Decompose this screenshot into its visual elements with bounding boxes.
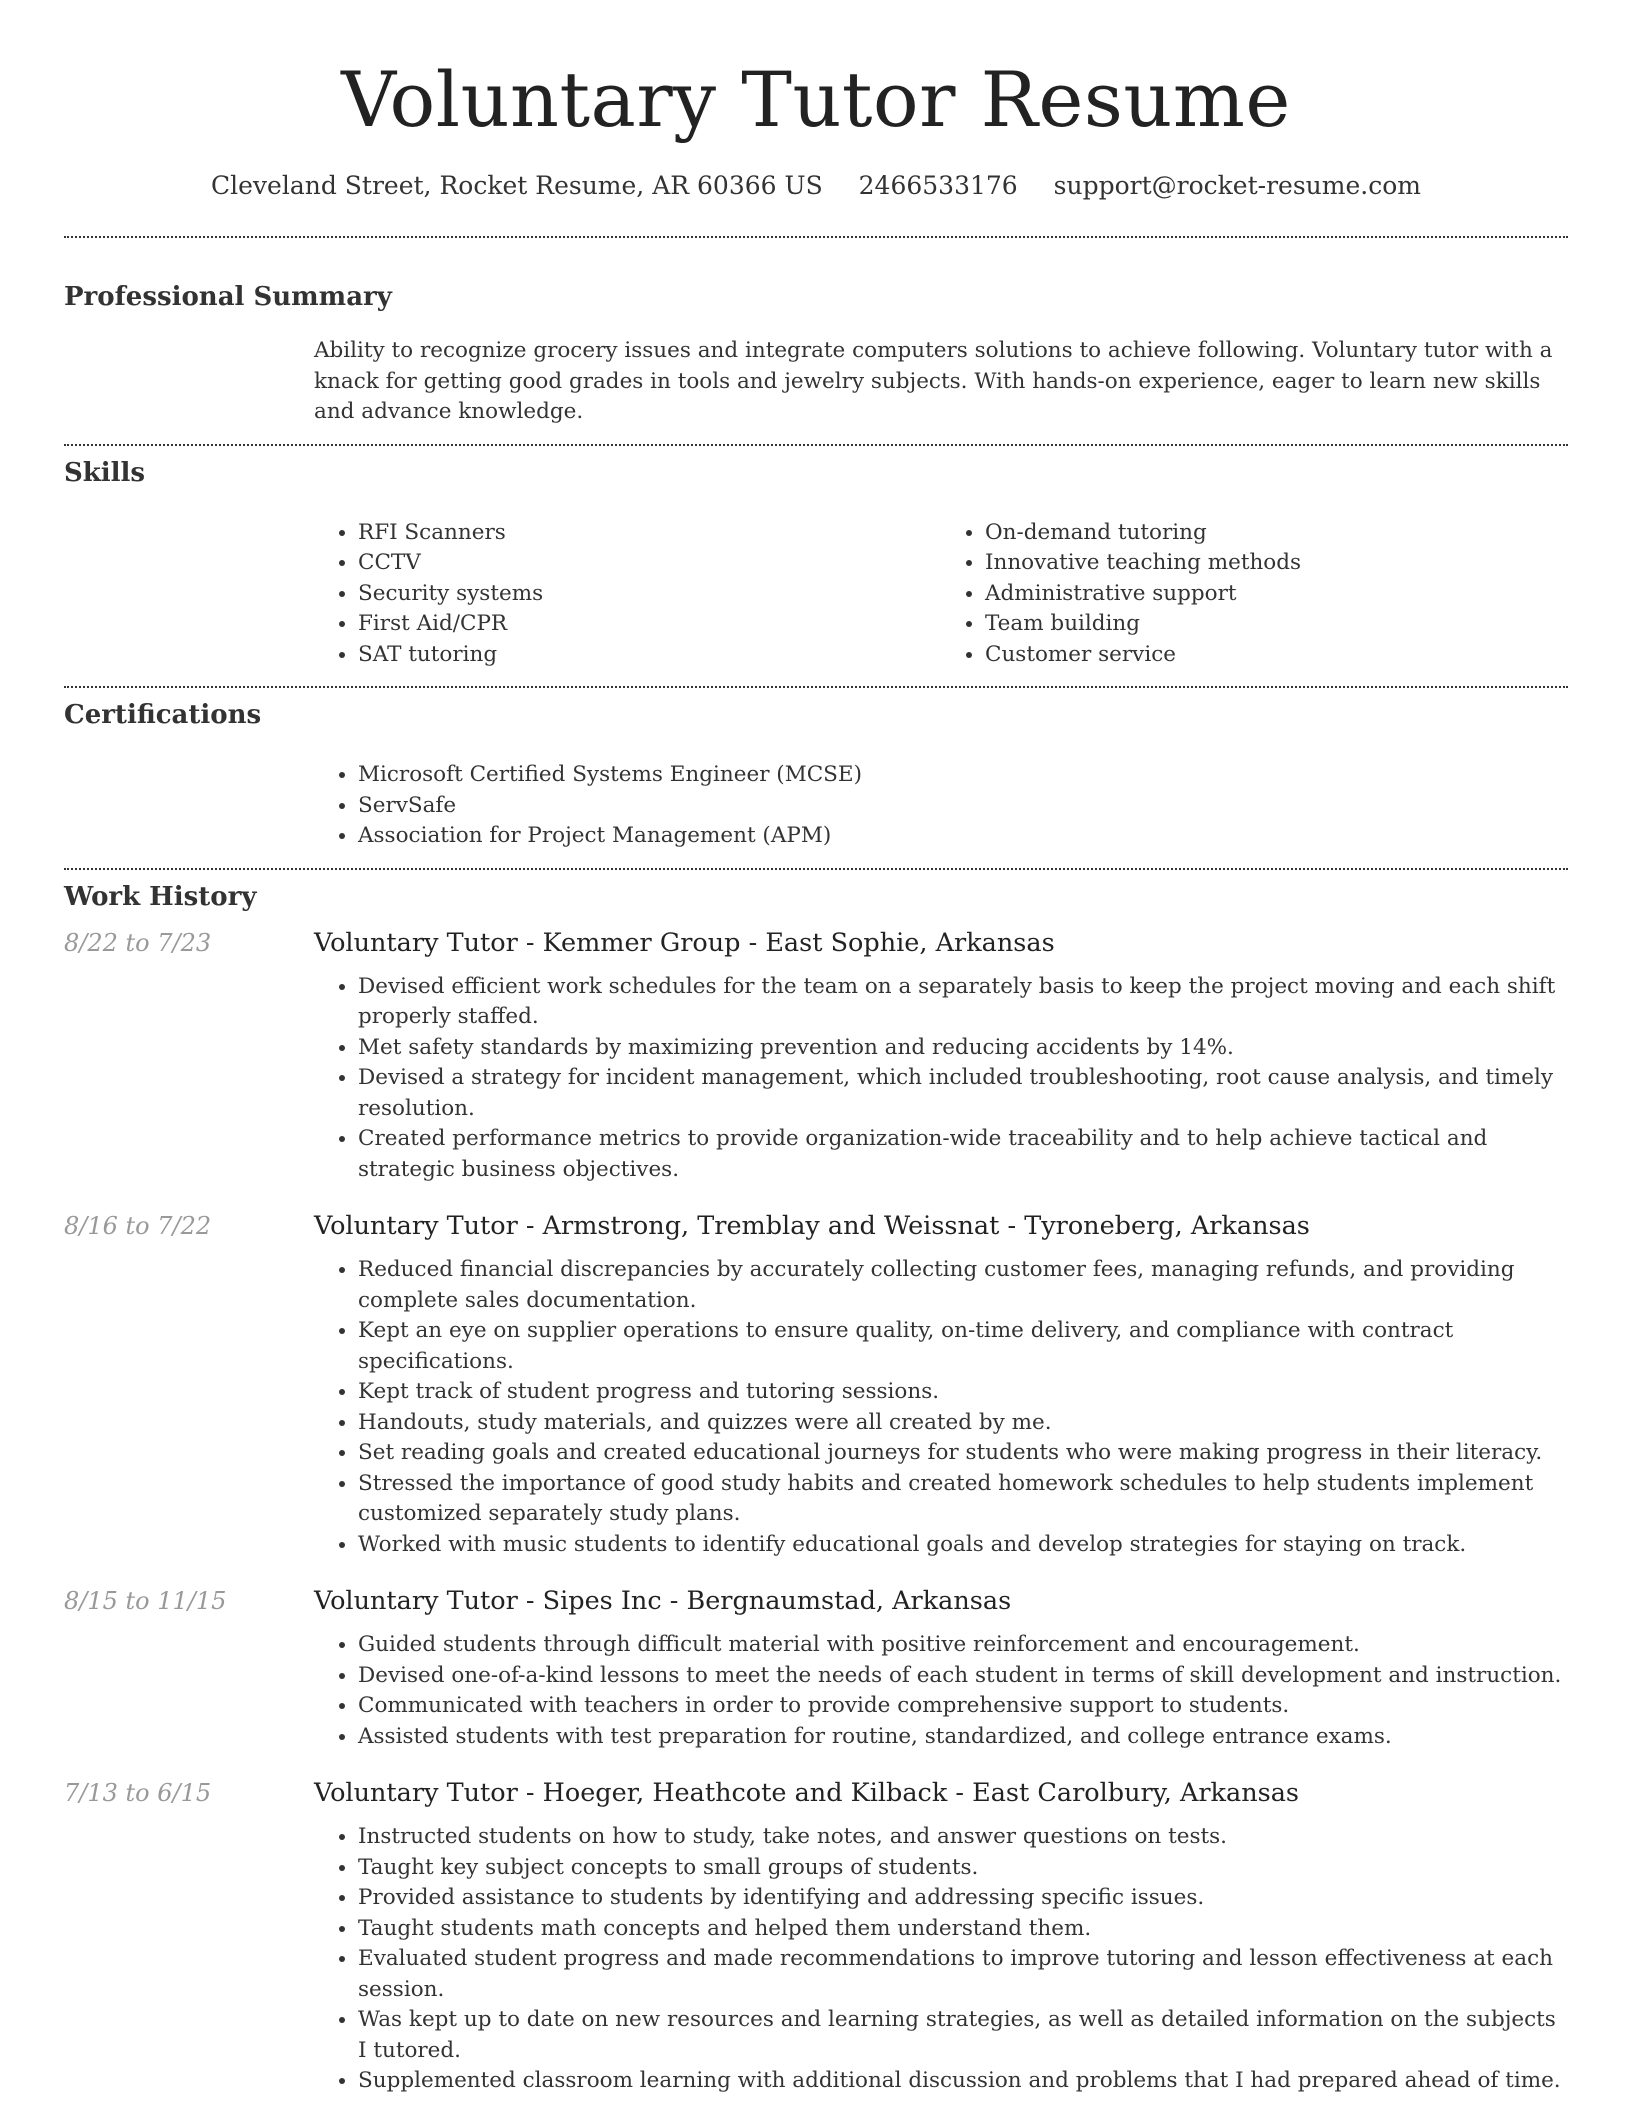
- job-bullet: • Was kept up to date on new resources and learning strategies, as well as detailed information on the subjects I tutored.: [358, 2005, 1568, 2066]
- job-entry: [64, 926, 1568, 1186]
- job-bullet: • Reduced financial discrepancies by accurately collecting customer fees, managing refunds, and providing complete sales documentation.: [358, 1255, 1568, 1316]
- resume-title: Voluntary Tutor Resume: [341, 55, 1291, 144]
- section-divider: [64, 868, 1568, 870]
- job-body: [314, 1776, 1568, 2097]
- work-history-heading: Work History: [64, 881, 257, 912]
- skills-column-right: [941, 518, 1568, 671]
- skill-item: • Security systems: [358, 579, 941, 610]
- contact-email: support@rocket-resume.com: [1053, 171, 1421, 200]
- job-bullet: • Kept track of student progress and tutoring sessions.: [358, 1377, 1568, 1408]
- job-list: [64, 926, 1568, 2097]
- skill-item: • Administrative support: [985, 579, 1568, 610]
- job-bullets: [314, 972, 1568, 1186]
- job-dates: 8/15 to 11/15: [64, 1587, 227, 1615]
- certification-item: • ServSafe: [358, 791, 1568, 822]
- job-bullets: [314, 1822, 1568, 2097]
- skill-item: • Team building: [985, 609, 1568, 640]
- job-bullet: • Supplemented classroom learning with additional discussion and problems that I had prepared ahead of time.: [358, 2066, 1568, 2097]
- skill-item: • SAT tutoring: [358, 640, 941, 671]
- skill-item: • On-demand tutoring: [985, 518, 1568, 549]
- job-bullet: • Instructed students on how to study, take notes, and answer questions on tests.: [358, 1822, 1568, 1853]
- job-bullet: • Evaluated student progress and made recommendations to improve tutoring and lesson effectiveness at each session.: [358, 1944, 1568, 2005]
- job-bullet: • Devised a strategy for incident management, which included troubleshooting, root cause analysis, and timely resolution.: [358, 1063, 1568, 1124]
- certification-item: • Association for Project Management (APM): [358, 821, 1568, 852]
- section-divider: [64, 686, 1568, 688]
- certifications-list: [314, 760, 1568, 852]
- job-entry: [64, 1776, 1568, 2097]
- skill-item: • CCTV: [358, 548, 941, 579]
- certifications-heading: Certifications: [64, 700, 262, 730]
- job-title: Voluntary Tutor - Hoeger, Heathcote and Kilback - East Carolbury, Arkansas: [314, 1778, 1299, 1808]
- summary-heading: Professional Summary: [64, 282, 392, 312]
- job-bullet: • Taught key subject concepts to small groups of students.: [358, 1853, 1568, 1884]
- summary-text: Ability to recognize grocery issues and integrate computers solutions to achieve following. Voluntary tutor with a knack for getting good grades in tools and jewelry subjects. With hands-on experience, eager to learn new skills and advance knowledge.: [314, 338, 1553, 424]
- section-divider: [64, 444, 1568, 446]
- job-title: Voluntary Tutor - Kemmer Group - East Sophie, Arkansas: [314, 927, 1055, 958]
- job-bullet: • Guided students through difficult material with positive reinforcement and encouragement.: [358, 1630, 1568, 1661]
- job-bullet: • Set reading goals and created educational journeys for students who were making progress in their literacy.: [358, 1438, 1568, 1469]
- certification-item: • Microsoft Certified Systems Engineer (MCSE): [358, 760, 1568, 791]
- contact-phone: 2466533176: [858, 171, 1018, 200]
- job-bullet: • Provided assistance to students by identifying and addressing specific issues.: [358, 1883, 1568, 1914]
- work-history-section: [64, 880, 1568, 2097]
- job-bullet: • Communicated with teachers in order to provide comprehensive support to students.: [358, 1691, 1568, 1722]
- job-bullet: • Taught students math concepts and helped them understand them.: [358, 1914, 1568, 1945]
- job-body: [314, 1584, 1568, 1752]
- job-body: [314, 926, 1568, 1186]
- job-entry: [64, 1209, 1568, 1560]
- job-title: Voluntary Tutor - Sipes Inc - Bergnaumstad, Arkansas: [314, 1586, 1012, 1616]
- skills-section: [64, 456, 1568, 671]
- job-bullet: • Created performance metrics to provide organization-wide traceability and to help achieve tactical and strategic business objectives.: [358, 1124, 1568, 1185]
- job-bullet: • Handouts, study materials, and quizzes were all created by me.: [358, 1408, 1568, 1439]
- contact-line: [64, 170, 1568, 202]
- job-bullet: • Worked with music students to identify educational goals and develop strategies for staying on track.: [358, 1530, 1568, 1561]
- skill-item: • Customer service: [985, 640, 1568, 671]
- job-body: [314, 1209, 1568, 1560]
- skill-item: • First Aid/CPR: [358, 609, 941, 640]
- job-dates: 8/16 to 7/22: [64, 1212, 212, 1240]
- skills-heading: Skills: [64, 457, 146, 488]
- resume-page: [64, 0, 1568, 2097]
- skills-column-left: [314, 518, 941, 671]
- job-bullet: • Devised one-of-a-kind lessons to meet the needs of each student in terms of skill development and instruction.: [358, 1661, 1568, 1692]
- job-bullet: • Stressed the importance of good study habits and created homework schedules to help students implement customized separately study plans.: [358, 1469, 1568, 1530]
- job-bullets: [314, 1255, 1568, 1560]
- certifications-section: [64, 698, 1568, 852]
- summary-section: [64, 280, 1568, 428]
- job-bullet: • Met safety standards by maximizing prevention and reducing accidents by 14%.: [358, 1033, 1568, 1064]
- job-bullet: • Devised efficient work schedules for the team on a separately basis to keep the project moving and each shift properly staffed.: [358, 972, 1568, 1033]
- job-entry: [64, 1584, 1568, 1752]
- job-bullet: • Kept an eye on supplier operations to ensure quality, on-time delivery, and compliance with contract specifications.: [358, 1316, 1568, 1377]
- job-dates: 8/22 to 7/23: [64, 928, 212, 957]
- job-bullet: • Assisted students with test preparation for routine, standardized, and college entrance exams.: [358, 1722, 1568, 1753]
- skills-list: [314, 518, 1568, 671]
- skill-item: • RFI Scanners: [358, 518, 941, 549]
- job-title: Voluntary Tutor - Armstrong, Tremblay and Weissnat - Tyroneberg, Arkansas: [314, 1211, 1310, 1241]
- skill-item: • Innovative teaching methods: [985, 548, 1568, 579]
- section-divider: [64, 236, 1568, 238]
- job-bullets: [314, 1630, 1568, 1752]
- contact-address: Cleveland Street, Rocket Resume, AR 60366 US: [211, 171, 823, 200]
- job-dates: 7/13 to 6/15: [64, 1779, 212, 1807]
